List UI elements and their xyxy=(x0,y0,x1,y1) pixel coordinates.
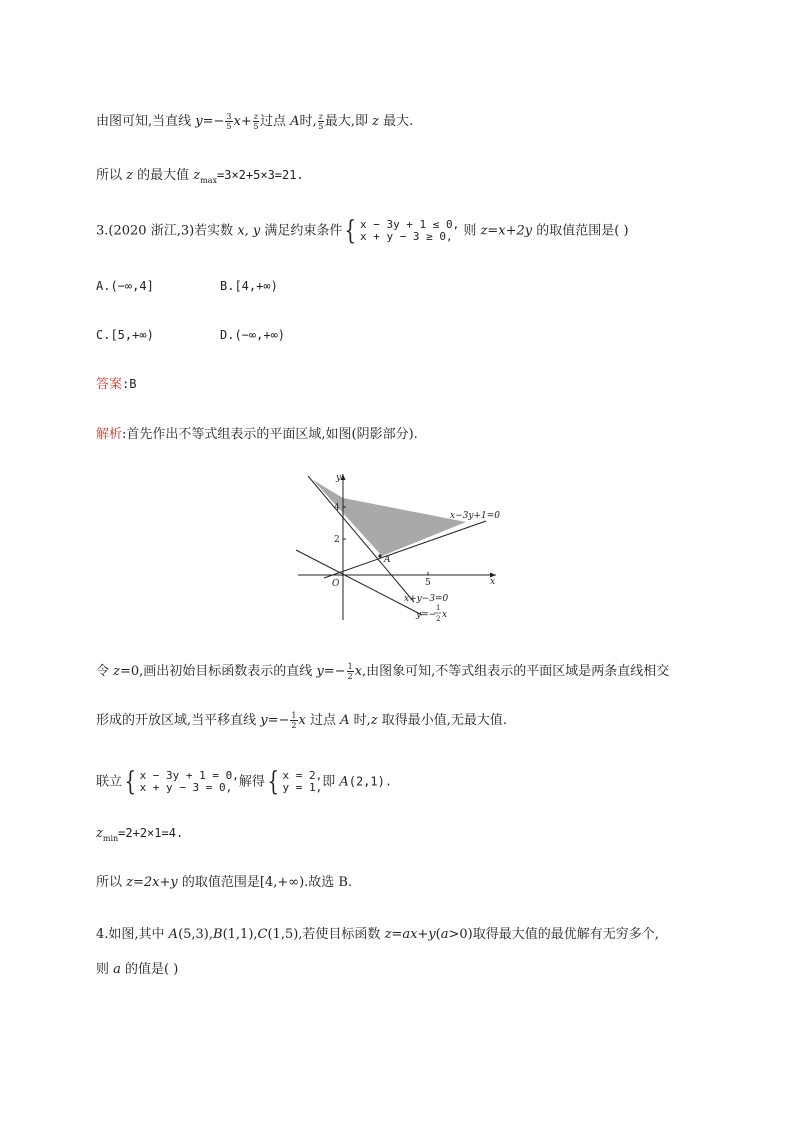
x-axis-label: x xyxy=(490,577,496,587)
system-row: y = 1, xyxy=(282,781,323,794)
text: 过点 xyxy=(305,713,341,728)
solution-system: { x = 2, y = 1, xyxy=(267,767,323,797)
paragraph-line-2 xyxy=(96,165,304,187)
question-4-line-2 xyxy=(96,960,178,980)
answer xyxy=(96,374,136,395)
text: 满足约束条件 xyxy=(260,223,343,239)
numerator: 3 xyxy=(226,112,232,121)
line-3-label-den: 2 xyxy=(436,615,441,623)
system-row: x − 3y + 1 = 0, xyxy=(139,769,239,782)
option-b-text: B.[4,+∞) xyxy=(220,279,278,293)
var: x xyxy=(354,664,363,679)
var: z xyxy=(370,713,378,728)
fraction xyxy=(318,112,324,131)
var: C xyxy=(257,927,268,942)
system-row: x = 2, xyxy=(282,769,323,782)
option-a-text: A.(−∞,4] xyxy=(96,279,154,293)
option-b xyxy=(220,276,278,296)
var: z xyxy=(113,664,120,679)
question-4 xyxy=(96,925,659,945)
text: (1,1), xyxy=(222,927,258,942)
line-y-minus-half-x xyxy=(296,550,422,615)
var: z xyxy=(96,826,103,841)
var: x xyxy=(233,114,241,129)
expression: z=2x+y xyxy=(126,875,178,890)
text: =0,画出初始目标函数表示的直线 xyxy=(120,664,317,679)
analysis-label: 解析 xyxy=(96,427,123,442)
analysis xyxy=(96,425,418,445)
line-3-label-num: 1 xyxy=(436,604,441,612)
option-d-text: D.(−∞,+∞) xyxy=(220,328,286,342)
text: 的最大值 xyxy=(133,168,194,183)
y-axis-arrow xyxy=(341,474,346,480)
text: 所以 xyxy=(96,168,127,183)
text: 的取值范围是[4,+∞).故选 B. xyxy=(177,875,353,890)
line-1-label: x−3y+1=0 xyxy=(450,511,500,521)
text: 的值是( ) xyxy=(120,962,179,977)
text: 最大. xyxy=(379,114,414,129)
text: =− xyxy=(202,114,225,129)
text: (5,3), xyxy=(178,927,214,942)
expression: z=x+2y xyxy=(480,223,533,239)
line-3-label-lhs: y=− xyxy=(416,610,437,620)
line-2-label: x+y−3=0 xyxy=(404,594,449,604)
fraction xyxy=(253,112,259,131)
denominator: 5 xyxy=(226,122,232,131)
option-a xyxy=(96,276,154,296)
equation-system: { x − 3y + 1 ≤ 0, x + y − 3 ≥ 0, xyxy=(344,216,460,246)
text: 的取值范围是( ) xyxy=(532,223,629,239)
text: 令 xyxy=(96,664,114,679)
text: 联立 xyxy=(96,774,123,790)
denominator: 5 xyxy=(253,122,259,131)
text: 4.如图,其中 xyxy=(96,927,169,942)
var: B xyxy=(213,927,223,942)
question-3 xyxy=(96,218,629,244)
tick-label-y4: 4 xyxy=(334,503,340,513)
paragraph-line-6 xyxy=(96,823,183,845)
feasible-region-graph xyxy=(296,470,506,625)
origin-label: O xyxy=(332,579,340,589)
text: 时, xyxy=(349,713,371,728)
text: 形成的开放区域,当平移直线 xyxy=(96,713,261,728)
text: 过点 xyxy=(259,114,291,129)
var: A xyxy=(339,774,349,790)
text: 则 xyxy=(459,223,481,239)
text: 3.(2020 浙江,3)若实数 xyxy=(96,223,238,239)
var: a xyxy=(113,962,121,977)
var: y xyxy=(260,713,268,728)
answer-value: :B xyxy=(122,377,137,391)
fraction xyxy=(225,112,232,131)
text: (1,5),若使目标函数 xyxy=(267,927,385,942)
text: 由图可知,当直线 xyxy=(96,114,196,129)
var: A xyxy=(340,713,350,728)
text: 所以 xyxy=(96,875,127,890)
numerator: z xyxy=(253,112,258,121)
text: 最大,即 xyxy=(324,114,373,129)
text: 解得 xyxy=(238,774,265,790)
option-c xyxy=(96,325,154,345)
var: x xyxy=(298,713,306,728)
text: ( xyxy=(435,927,441,942)
expression: z=ax+y xyxy=(384,927,436,942)
tick-label-y2: 2 xyxy=(334,535,340,545)
denominator: 2 xyxy=(347,672,353,681)
numerator: z xyxy=(318,112,323,121)
line-3-label xyxy=(415,604,447,623)
tick-label-x5: 5 xyxy=(425,578,431,588)
equation-system: { x − 3y + 1 = 0, x + y − 3 = 0, xyxy=(124,767,239,797)
var: z xyxy=(193,168,201,183)
fraction xyxy=(290,711,297,730)
y-axis-label: y xyxy=(336,473,342,483)
var: y xyxy=(316,664,324,679)
option-d xyxy=(220,325,285,345)
text: 即 xyxy=(322,774,340,790)
point-a xyxy=(378,554,381,557)
text: =− xyxy=(323,664,346,679)
var: x, y xyxy=(237,223,261,239)
paragraph-line-4 xyxy=(96,711,507,731)
line-3-label-x: x xyxy=(442,610,448,620)
subscript: min xyxy=(102,834,119,843)
option-c-text: C.[5,+∞) xyxy=(96,328,154,342)
var: y xyxy=(195,114,203,129)
text: =− xyxy=(267,713,290,728)
denominator: 2 xyxy=(291,721,297,730)
text: 时, xyxy=(299,114,317,129)
paragraph-line-1 xyxy=(96,112,413,132)
fraction xyxy=(347,662,354,681)
text: >0)取得最大值的最优解有无穷多个, xyxy=(448,927,659,942)
paragraph-line-7 xyxy=(96,873,352,893)
text: ,由图象可知,不等式组表示的平面区域是两条直线相交 xyxy=(362,664,670,679)
var: z xyxy=(126,168,133,183)
subscript: max xyxy=(200,176,217,185)
text: 取得最小值,无最大值. xyxy=(377,713,508,728)
text: =3×2+5×3=21. xyxy=(217,168,304,182)
var: z xyxy=(372,114,379,129)
point-a-label: A xyxy=(384,555,391,565)
analysis-text: :首先作出不等式组表示的平面区域,如图(阴影部分). xyxy=(122,427,418,442)
paragraph-line-5 xyxy=(96,769,392,795)
text: =2+2×1=4. xyxy=(118,826,184,840)
answer-label: 答案 xyxy=(96,377,123,392)
numerator: 1 xyxy=(291,711,297,720)
text: (2,1). xyxy=(348,774,393,789)
system-row: x + y − 3 = 0, xyxy=(139,781,233,794)
denominator: 5 xyxy=(318,122,324,131)
system-row: x + y − 3 ≥ 0, xyxy=(359,230,453,243)
var: A xyxy=(168,927,179,942)
text: + xyxy=(240,114,252,129)
paragraph-line-3 xyxy=(96,662,669,682)
var: A xyxy=(290,114,300,129)
numerator: 1 xyxy=(347,662,353,671)
var: a xyxy=(440,927,449,942)
system-row: x − 3y + 1 ≤ 0, xyxy=(359,218,460,231)
text: 则 xyxy=(96,962,114,977)
